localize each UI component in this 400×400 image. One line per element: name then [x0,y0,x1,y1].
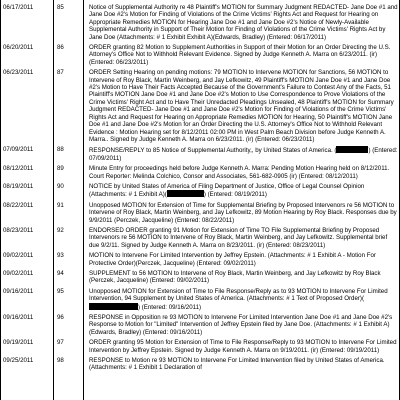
entry-date: 06/20/2011 [3,44,34,52]
entry-number: 94 [57,270,64,277]
entry-date: 08/23/2011 [3,226,34,234]
entry-number: 91 [57,201,64,209]
entry-date: 08/19/2011 [3,182,34,190]
entry-text-cell [87,355,400,373]
entry-text [89,357,399,372]
entry-date: 07/09/2011 [3,146,34,154]
docket-row [0,355,400,373]
entry-date: 06/17/2011 [3,4,34,11]
docket-row [0,268,400,286]
entry-text-cell [87,286,400,312]
entry-text-cell [87,42,400,67]
entry-text [89,69,399,143]
entry-text-main: ORDER Setting Hearing on pending motions: 79 MOTION to Intervene MOTION for Sanctions, 56 MOTION to Intervene of Roy Black, Martin Weinberg, and Jay Lefkowitz, 49 Plaintiff's MOTION Jane Doe #1 and Jane Doe #2's Motion to Have Their Facts Accepted Because of the Government's Failure to Contest Any of the Facts, 51 Plaintiff's MOTION Jane Doe #1 and Jane Doe #2's Motion to Use Correspondence to Prove Violations of the Crime Victims' Right Act and to Have Their Unredacted Pleadings Unsealed, 48 Plaintiff's MOTION for Summary Judgment REDACTED- Jane Doe #1 and Jane Doe #2's Motion for Finding of Violations of the Crime Victims' Rights Act and Request for Hearing on Appropriate Remedies MOTION for Hearing, 50 Plaintiff's MOTION Jane Doe #1 and Jane Doe #2's Motion for an Order Directing the U.S. Attorney's Office Not to Withhold Relevant Evidence : Motion Hearing set for 8/12/2011 02:00 PM in West Palm Beach Division before Judge Kenneth A. Marra.. Signed by Judge Kenneth A. Marra on 6/23/2011. (ir) (Entered: 06/23/2011) [89,69,394,143]
entry-text-cell [87,181,400,200]
entry-date: 09/16/2011 [3,314,34,322]
entry-number: 92 [57,226,64,234]
entry-number: 88 [57,146,64,154]
entry-number: 95 [57,287,64,295]
entry-date: 08/22/2011 [3,201,34,209]
entry-text [89,44,399,66]
entry-text [89,270,399,285]
redaction-block [89,303,138,310]
entry-text-cell [87,163,400,181]
docket-row [0,312,400,337]
docket-row [0,144,400,163]
docket-rows [0,2,400,373]
entry-text-cell [87,2,400,42]
entry-date: 06/23/2011 [3,69,34,77]
entry-text-cell [87,225,400,250]
docket-row [0,250,400,268]
entry-text-tail: ) (Entered: 07/09/2011) [89,147,398,162]
entry-text [89,339,399,354]
entry-number: 97 [57,339,64,347]
entry-text-main: MOTION to Intervene For Limited Intervention by Jeffrey Epstein. (Attachments: # 1 Exhibit A - Motion For Protective Order)(Perczek, Jacqueline) (Entered: 09/02/2011) [89,252,376,267]
entry-number: 85 [57,4,64,11]
entry-text [89,165,399,180]
entry-number: 86 [57,44,64,52]
entry-text-tail: ) (Entered: 09/16/2011) [138,303,202,311]
entry-text-main: ORDER granting 82 Motion to Supplement Authorities in Support of their Motion for an Order Directing the U.S. Attorney's Office Not to Withhold Relevant Evidence. Signed by Judge Kenneth A. Marra on 6/23/2011. (ir) (Entered: 06/23/2011) [89,44,391,66]
entry-text-cell [87,250,400,268]
entry-text-cell [87,67,400,144]
entry-text-main: RESPONSE to Motion re 93 MOTION to Intervene For Limited Intervention filed by United States of America. (Attachments: # 1 Exhibit 1 Declaration of [89,357,385,372]
docket-row [0,200,400,225]
entry-number: 89 [57,165,64,173]
entry-text-cell [87,312,400,337]
entry-text [89,202,399,224]
redaction-block [336,146,368,153]
entry-text [89,252,399,267]
docket-row [0,67,400,144]
entry-text-main: Unopposed MOTION for Extension of Time to File Response/Reply as to 93 MOTION to Intervene For Limited Intervention, 94 Supplement by United States of America. (Attachments: # 1 Text of Proposed Order)( [89,287,388,303]
entry-number: 87 [57,69,64,77]
entry-date: 09/02/2011 [3,252,34,260]
entry-text-main: RESPONSE in Opposition re 93 MOTION to Intervene For Limited Intervention Jane Doe #1 and Jane Doe #2's Response to Motion for "Limited" Intervention of Jeffrey Epstein filed by Jane Doe. (Attachments: # 1 Exhibit A)(Edwards, Bradley) (Entered: 09/16/2011) [89,314,393,336]
entry-date: 09/19/2011 [3,339,34,347]
entry-text [89,314,399,336]
entry-text [89,4,399,41]
entry-number: 96 [57,314,64,322]
entry-text [89,288,399,311]
entry-text-cell [87,200,400,225]
entry-number: 93 [57,252,64,260]
docket-row [0,181,400,200]
entry-number: 98 [57,357,64,365]
entry-text-cell [87,337,400,355]
entry-text-main: NOTICE by United States of America of Filing Department of Justice, Office of Legal Counsel Opinion (Attachments: # 1 Exhibit A)( [89,182,365,199]
docket-row [0,225,400,250]
entry-text-main: SUPPLEMENT to 56 MOTION to Intervene of Roy Black, Martin Weinberg, and Jay Lefkowitz by Roy Black (Perczek, Jacqueline) (Entered: 09/02/2011) [89,270,381,285]
docket-row [0,337,400,355]
redaction-block [167,190,204,197]
entry-number: 90 [57,182,64,190]
entry-text [89,183,399,199]
entry-text-main: RESPONSE/REPLY to 85 Notice of Supplemental Authority,, by United States of America. ( [89,147,337,155]
entry-text [89,146,399,162]
docket-table [0,2,400,373]
entry-date: 09/16/2011 [3,287,34,295]
docket-row [0,286,400,312]
entry-date: 09/25/2011 [3,357,34,365]
docket-row [0,2,400,42]
entry-text-main: ENDORSED ORDER granting 91 Motion for Extension of Time TO File Supplemental Briefing by Proposed Intervenors re 56 MOTION to Intervene of Roy Black, Martin Weinberg, and Jay Lefkowitz. Supplemental brief due 9/2/11. Signed by Judge Kenneth A. Marra on 8/23/2011. (ir) (Entered: 08/23/2011) [89,226,388,249]
docket-row [0,163,400,181]
entry-text [89,227,399,249]
entry-text-tail: ) (Entered: 08/19/2011) [203,191,267,199]
entry-date: 09/02/2011 [3,270,34,277]
entry-text-cell [87,268,400,286]
entry-text-main: Notice of Supplemental Authority re 48 Plaintiff's MOTION for Summary Judgment REDACTED- Jane Doe #1 and Jane Doe #2's Motion for Finding of Violations of the Crime Victims' Rights Act and Request for Hearing on Appropriate Remedies MOTION for Hearing Jane Doe #1 and Jane Doe #2's Notice of Newly-Available Supplemental Authority in Support of Their Motion for Finding of Violations of the Crime Victims' Rights Act by Jane Doe (Attachments: # 1 Exhibit Exhibit A)(Edwards, Bradley) (Entered: 06/17/2011) [89,4,398,41]
entry-text-cell [87,144,400,163]
entry-text-main: Minute Entry for proceedings held before Judge Kenneth A. Marra: Pending Motion Hearing held on 8/12/2011. Court Reporter: Melinda Colchico, Consor and Associates, 561-682-0905 (ir) (Entered: 08/12/2011) [89,165,390,180]
entry-text-main: Unopposed MOTION for Extension of Time for Supplemental Briefing by Proposed Intervenors re 56 MOTION to Intervene of Roy Black, Martin Weinberg, and Jay Lefkowitz, 89 Motion Hearing by Roy Black. Responses due by 9/9/2011 (Perczek, Jacqueline) (Entered: 08/22/2011) [89,201,397,224]
entry-date: 08/12/2011 [3,165,34,173]
docket-row [0,42,400,67]
entry-text-main: ORDER granting 95 Motion for Extension of Time to File Response/Reply to 93 MOTION to Intervene For Limited Intervention by Jeffrey Epstein. Signed by Judge Kenneth A. Marra on 9/19/2011. (ir) (Entered: 09/19/2011) [89,339,397,354]
